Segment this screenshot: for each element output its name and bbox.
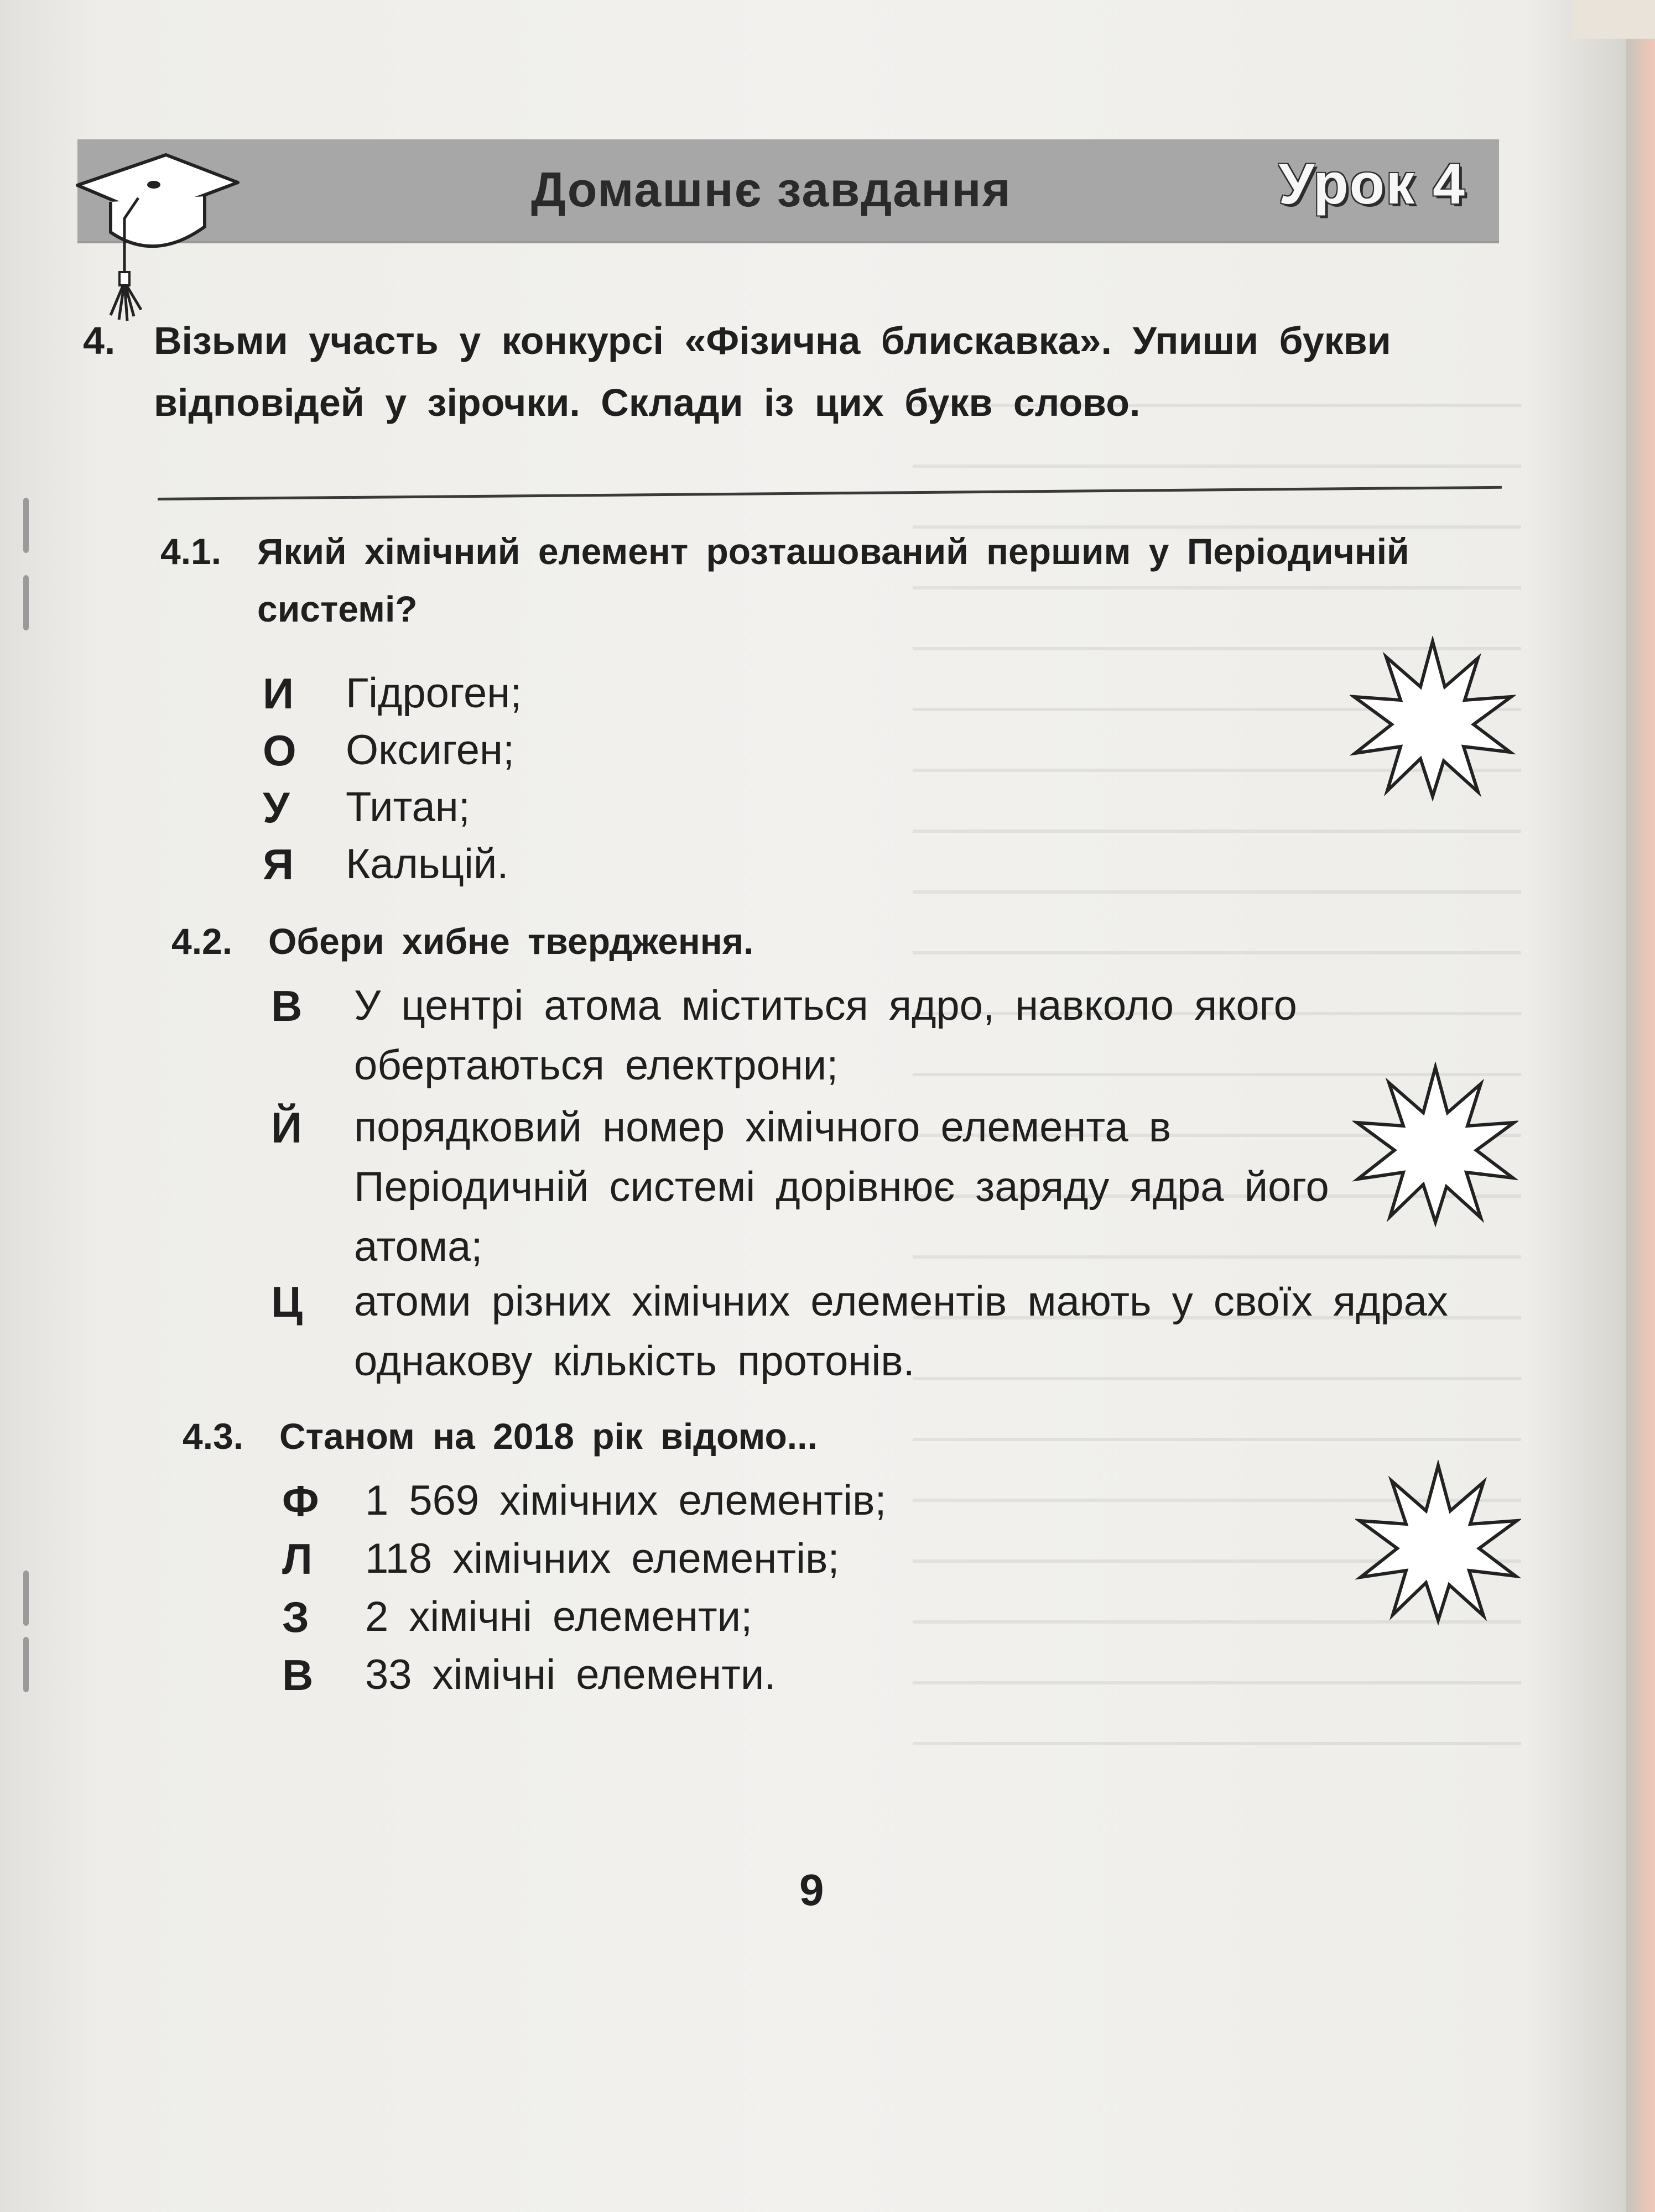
page-edge — [1626, 0, 1655, 2212]
staple — [23, 1637, 29, 1692]
option-text: порядковий номер хімічного елемента в Періодичній системі дорівнює заряду ядра його атома; — [354, 1104, 1329, 1270]
page-number: 9 — [799, 1865, 824, 1914]
option-text: 33 хімічні елементи. — [365, 1651, 776, 1698]
option-letter: О — [263, 726, 296, 775]
option-text: 1 569 хімічних елементів; — [365, 1477, 887, 1524]
question-number: 4.3. — [183, 1416, 244, 1457]
staple — [23, 575, 29, 630]
star-icon[interactable] — [1350, 636, 1516, 802]
option-text: 2 хімічні елементи; — [365, 1593, 753, 1640]
option-letter: Ф — [282, 1477, 319, 1525]
option-text: У центрі атома міститься ядро, навколо якого обертаються електрони; — [354, 982, 1297, 1089]
question-text: Обери хибне твердження. — [268, 921, 754, 962]
header-title: Домашнє завдання — [531, 162, 1012, 217]
option-letter: И — [263, 669, 294, 718]
option-text: Оксиген; — [346, 727, 515, 774]
option-letter: Ц — [271, 1277, 303, 1326]
staple — [23, 1571, 29, 1626]
option-letter: У — [263, 783, 290, 832]
option-letter: Я — [263, 840, 294, 889]
option-letter: В — [271, 982, 303, 1030]
option-text: Гідроген; — [346, 670, 522, 717]
option-letter: Й — [271, 1103, 303, 1152]
star-icon[interactable] — [1355, 1460, 1521, 1626]
question-number: 4.1. — [160, 531, 222, 572]
task-text: Візьми участь у конкурсі «Фізична блискавка». Упиши букви відповідей у зірочки. Склади із цих букв слово. — [154, 319, 1391, 424]
lesson-label: Урок 4 — [1278, 152, 1466, 216]
option-text: атоми різних хімічних елементів мають у своїх ядрах однакову кількість протонів. — [354, 1278, 1448, 1385]
header-bar — [77, 139, 1499, 243]
question-text: Який хімічний елемент розташований першим у Періодичній системі? — [257, 531, 1409, 629]
task-number: 4. — [83, 319, 116, 362]
graduation-cap-icon — [72, 144, 249, 326]
question-number: 4.2. — [171, 921, 233, 962]
option-letter: З — [282, 1593, 309, 1641]
page-corner — [1572, 0, 1655, 39]
star-icon[interactable] — [1352, 1062, 1518, 1228]
staple — [23, 498, 29, 553]
option-text: 118 хімічних елементів; — [365, 1535, 840, 1582]
option-text: Кальцій. — [346, 841, 509, 888]
question-text: Станом на 2018 рік відомо... — [279, 1416, 818, 1457]
option-letter: Л — [282, 1535, 313, 1583]
option-text: Титан; — [346, 784, 470, 831]
option-letter: В — [282, 1651, 314, 1699]
